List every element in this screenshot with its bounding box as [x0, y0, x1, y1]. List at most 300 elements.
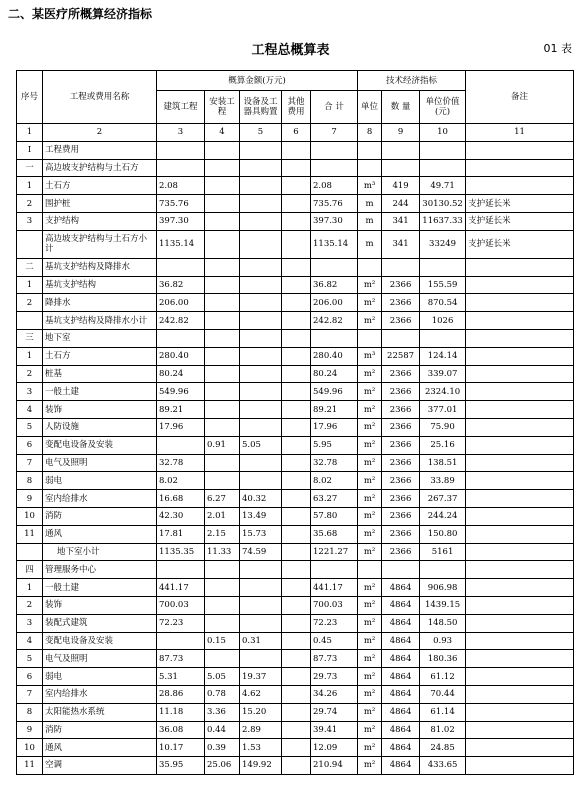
cell-unit-price: 267.37: [420, 490, 466, 508]
cell-unit-price: 906.98: [420, 579, 466, 597]
cell-total: 36.82: [311, 276, 358, 294]
cell-other: [282, 230, 311, 258]
cell-total: 549.96: [311, 383, 358, 401]
cell-seq: 9: [17, 721, 43, 739]
cell-unit: [358, 329, 382, 347]
cell-qty: 2366: [382, 507, 420, 525]
cell-equipment: [240, 195, 282, 213]
cell-unit-price: 124.14: [420, 347, 466, 365]
cell-total: 29.73: [311, 668, 358, 686]
cell-equipment: [240, 596, 282, 614]
cell-other: [282, 490, 311, 508]
cell-other: [282, 212, 311, 230]
cell-other: [282, 418, 311, 436]
table-row: [17, 365, 574, 383]
cell-name: 人防设施: [43, 418, 157, 436]
cell-install: [205, 258, 240, 276]
cell-building: 735.76: [157, 195, 205, 213]
cell-remark: [466, 507, 574, 525]
cell-unit: m²: [358, 365, 382, 383]
cell-install: [205, 230, 240, 258]
cell-building: [157, 141, 205, 159]
table-row: [17, 579, 574, 597]
cell-unit: [358, 258, 382, 276]
column-number: 2: [43, 124, 157, 142]
header-name: 工程或费用名称: [43, 71, 157, 124]
cell-total: 12.09: [311, 739, 358, 757]
cell-unit-price: 155.59: [420, 276, 466, 294]
column-number: 7: [311, 124, 358, 142]
cell-unit-price: 33.89: [420, 472, 466, 490]
cell-equipment: [240, 312, 282, 330]
cell-qty: 2366: [382, 401, 420, 419]
cell-building: 549.96: [157, 383, 205, 401]
cell-qty: 4864: [382, 668, 420, 686]
table-row: [17, 212, 574, 230]
cell-unit: m²: [358, 418, 382, 436]
cell-building: 441.17: [157, 579, 205, 597]
cell-total: 2.08: [311, 177, 358, 195]
cell-remark: [466, 401, 574, 419]
cell-total: 72.23: [311, 614, 358, 632]
table-row: [17, 418, 574, 436]
cell-unit-price: 11637.33: [420, 212, 466, 230]
cell-total: 8.02: [311, 472, 358, 490]
cell-qty: 2366: [382, 436, 420, 454]
cell-building: 28.86: [157, 685, 205, 703]
table-row: [17, 141, 574, 159]
table-row: [17, 757, 574, 775]
cell-other: [282, 472, 311, 490]
cell-remark: [466, 703, 574, 721]
cell-install: 0.15: [205, 632, 240, 650]
cell-name: 电气及照明: [43, 454, 157, 472]
cell-other: [282, 312, 311, 330]
cell-equipment: [240, 258, 282, 276]
cell-install: [205, 561, 240, 579]
cell-install: [205, 159, 240, 177]
cell-seq: [17, 230, 43, 258]
cell-building: 206.00: [157, 294, 205, 312]
cell-equipment: [240, 212, 282, 230]
cell-qty: 2366: [382, 294, 420, 312]
cell-remark: [466, 347, 574, 365]
cell-install: 0.39: [205, 739, 240, 757]
cell-seq: 一: [17, 159, 43, 177]
cell-building: [157, 159, 205, 177]
cell-name: 一般土建: [43, 579, 157, 597]
table-number: 01 表: [543, 42, 572, 55]
cell-name: 地下室小计: [43, 543, 157, 561]
cell-equipment: [240, 159, 282, 177]
cell-remark: [466, 490, 574, 508]
cell-other: [282, 159, 311, 177]
cell-total: 280.40: [311, 347, 358, 365]
cell-unit-price: 75.90: [420, 418, 466, 436]
cell-name: 弱电: [43, 668, 157, 686]
cell-unit-price: 433.65: [420, 757, 466, 775]
cell-qty: [382, 329, 420, 347]
cell-seq: 1: [17, 276, 43, 294]
cell-building: 1135.35: [157, 543, 205, 561]
cell-install: [205, 596, 240, 614]
cell-seq: 7: [17, 454, 43, 472]
cell-unit: m²: [358, 276, 382, 294]
cell-name: 消防: [43, 721, 157, 739]
cell-unit: m²: [358, 472, 382, 490]
cell-total: 700.03: [311, 596, 358, 614]
cell-name: 装配式建筑: [43, 614, 157, 632]
cell-unit-price: 870.54: [420, 294, 466, 312]
cell-unit: m²: [358, 525, 382, 543]
cell-other: [282, 454, 311, 472]
cell-equipment: [240, 418, 282, 436]
cell-seq: 6: [17, 668, 43, 686]
table-row: [17, 596, 574, 614]
table-row: [17, 347, 574, 365]
cell-name: 地下室: [43, 329, 157, 347]
cell-equipment: 5.05: [240, 436, 282, 454]
cell-total: 32.78: [311, 454, 358, 472]
cell-name: 降排水: [43, 294, 157, 312]
cell-unit: m²: [358, 401, 382, 419]
cell-remark: 支护延长米: [466, 230, 574, 258]
cell-building: 2.08: [157, 177, 205, 195]
cell-other: [282, 347, 311, 365]
cell-building: 280.40: [157, 347, 205, 365]
cell-equipment: [240, 294, 282, 312]
cell-building: 1135.14: [157, 230, 205, 258]
cell-equipment: [240, 141, 282, 159]
cell-unit: m²: [358, 596, 382, 614]
cell-remark: [466, 472, 574, 490]
cell-remark: [466, 596, 574, 614]
cell-other: [282, 632, 311, 650]
table-row: [17, 177, 574, 195]
cell-other: [282, 757, 311, 775]
cell-unit-price: 49.71: [420, 177, 466, 195]
table-row: [17, 472, 574, 490]
cell-unit-price: 81.02: [420, 721, 466, 739]
cell-total: 39.41: [311, 721, 358, 739]
cell-unit-price: 0.93: [420, 632, 466, 650]
cell-unit-price: 33249: [420, 230, 466, 258]
cell-install: 0.91: [205, 436, 240, 454]
cell-total: 87.73: [311, 650, 358, 668]
cell-unit: m²: [358, 739, 382, 757]
cell-building: [157, 258, 205, 276]
cell-qty: 4864: [382, 703, 420, 721]
column-number: 4: [205, 124, 240, 142]
cell-name: 弱电: [43, 472, 157, 490]
cell-unit: m²: [358, 579, 382, 597]
cell-equipment: 0.31: [240, 632, 282, 650]
cell-install: 3.36: [205, 703, 240, 721]
cell-name: 室内给排水: [43, 685, 157, 703]
cell-name: 桩基: [43, 365, 157, 383]
section-title: 二、某医疗所概算经济指标: [8, 7, 153, 21]
cell-unit-price: [420, 159, 466, 177]
cell-unit: m²: [358, 436, 382, 454]
cell-install: 5.05: [205, 668, 240, 686]
cell-other: [282, 561, 311, 579]
cell-install: [205, 347, 240, 365]
column-number: 1: [17, 124, 43, 142]
table-row: [17, 401, 574, 419]
table-row: [17, 294, 574, 312]
cell-unit-price: 138.51: [420, 454, 466, 472]
cell-name: 室内给排水: [43, 490, 157, 508]
cell-other: [282, 177, 311, 195]
cell-remark: [466, 685, 574, 703]
cell-remark: [466, 757, 574, 775]
cell-name: 太阳能热水系统: [43, 703, 157, 721]
cell-remark: [466, 258, 574, 276]
cell-install: 11.33: [205, 543, 240, 561]
cell-total: 206.00: [311, 294, 358, 312]
cell-qty: 2366: [382, 383, 420, 401]
cell-unit: m²: [358, 632, 382, 650]
cell-qty: 22587: [382, 347, 420, 365]
cell-install: [205, 579, 240, 597]
cell-unit-price: 24.85: [420, 739, 466, 757]
cell-unit: m: [358, 195, 382, 213]
cell-remark: [466, 177, 574, 195]
cell-name: 通风: [43, 525, 157, 543]
cell-name: 土石方: [43, 177, 157, 195]
cell-unit-price: 150.80: [420, 525, 466, 543]
cell-total: 5.95: [311, 436, 358, 454]
cell-total: 29.74: [311, 703, 358, 721]
cell-qty: [382, 141, 420, 159]
cell-other: [282, 721, 311, 739]
cell-install: [205, 177, 240, 195]
column-number: 6: [282, 124, 311, 142]
cell-remark: [466, 276, 574, 294]
cell-install: [205, 650, 240, 668]
cell-unit-price: 61.12: [420, 668, 466, 686]
cell-name: 土石方: [43, 347, 157, 365]
table-row: [17, 721, 574, 739]
cell-other: [282, 739, 311, 757]
cell-seq: 9: [17, 490, 43, 508]
cell-name: 基坑支护结构: [43, 276, 157, 294]
cell-remark: [466, 561, 574, 579]
cell-seq: 2: [17, 365, 43, 383]
cell-qty: [382, 159, 420, 177]
cell-other: [282, 329, 311, 347]
cell-other: [282, 365, 311, 383]
cell-seq: 2: [17, 294, 43, 312]
cell-building: 16.68: [157, 490, 205, 508]
cell-seq: 5: [17, 418, 43, 436]
cell-qty: 2366: [382, 418, 420, 436]
cell-other: [282, 703, 311, 721]
cell-equipment: [240, 561, 282, 579]
cell-equipment: [240, 383, 282, 401]
cell-remark: [466, 668, 574, 686]
cell-unit-price: 148.50: [420, 614, 466, 632]
cell-equipment: [240, 579, 282, 597]
cell-name: 装饰: [43, 596, 157, 614]
cell-total: 89.21: [311, 401, 358, 419]
table-row: [17, 230, 574, 258]
cell-equipment: 4.62: [240, 685, 282, 703]
cell-name: 空调: [43, 757, 157, 775]
cell-qty: 2366: [382, 454, 420, 472]
cell-other: [282, 195, 311, 213]
cell-unit: m²: [358, 312, 382, 330]
cell-total: 1135.14: [311, 230, 358, 258]
table-row: [17, 632, 574, 650]
cell-seq: 11: [17, 757, 43, 775]
cell-qty: 4864: [382, 739, 420, 757]
cell-equipment: [240, 614, 282, 632]
cell-seq: 4: [17, 401, 43, 419]
table-row: [17, 383, 574, 401]
cell-unit: m²: [358, 721, 382, 739]
cell-other: [282, 579, 311, 597]
cell-remark: 支护延长米: [466, 195, 574, 213]
cell-install: [205, 401, 240, 419]
cell-unit: m²: [358, 685, 382, 703]
cell-seq: 3: [17, 212, 43, 230]
cell-qty: 4864: [382, 596, 420, 614]
header-amount-group: 概算金额(万元): [157, 71, 358, 91]
cell-building: 87.73: [157, 650, 205, 668]
column-number: 9: [382, 124, 420, 142]
cell-other: [282, 525, 311, 543]
cell-equipment: 2.89: [240, 721, 282, 739]
cell-total: 63.27: [311, 490, 358, 508]
table-row: [17, 668, 574, 686]
cell-install: [205, 195, 240, 213]
cell-qty: 4864: [382, 685, 420, 703]
cell-unit: m²: [358, 294, 382, 312]
cell-other: [282, 596, 311, 614]
cell-building: 8.02: [157, 472, 205, 490]
cell-unit-price: 5161: [420, 543, 466, 561]
cell-seq: 8: [17, 703, 43, 721]
cell-remark: [466, 579, 574, 597]
cell-remark: [466, 632, 574, 650]
cell-unit: m: [358, 212, 382, 230]
cell-remark: [466, 614, 574, 632]
cell-seq: 二: [17, 258, 43, 276]
header-unit: 单位: [358, 91, 382, 124]
cell-unit: m²: [358, 650, 382, 668]
cell-remark: [466, 365, 574, 383]
cell-total: 35.68: [311, 525, 358, 543]
cell-qty: 341: [382, 230, 420, 258]
cell-qty: 4864: [382, 614, 420, 632]
cell-building: 17.96: [157, 418, 205, 436]
cell-building: 36.08: [157, 721, 205, 739]
cell-install: [205, 472, 240, 490]
cell-name: 基坑支护结构及降排水小计: [43, 312, 157, 330]
cell-building: 35.95: [157, 757, 205, 775]
cell-name: 变配电设备及安装: [43, 632, 157, 650]
cell-unit-price: 25.16: [420, 436, 466, 454]
cell-equipment: [240, 177, 282, 195]
cell-install: [205, 383, 240, 401]
cell-total: [311, 329, 358, 347]
cell-install: [205, 329, 240, 347]
cell-qty: [382, 561, 420, 579]
cell-building: 72.23: [157, 614, 205, 632]
table-row: [17, 329, 574, 347]
cell-name: 高边坡支护结构与土石方: [43, 159, 157, 177]
cell-total: 80.24: [311, 365, 358, 383]
cell-unit-price: [420, 329, 466, 347]
cell-remark: [466, 418, 574, 436]
cell-qty: 2366: [382, 276, 420, 294]
cell-unit: m: [358, 230, 382, 258]
cell-seq: 6: [17, 436, 43, 454]
cell-remark: [466, 650, 574, 668]
cell-equipment: 149.92: [240, 757, 282, 775]
cell-name: 一般土建: [43, 383, 157, 401]
cell-seq: 1: [17, 347, 43, 365]
cell-building: 42.30: [157, 507, 205, 525]
cell-install: 2.01: [205, 507, 240, 525]
cell-install: 2.15: [205, 525, 240, 543]
cell-remark: [466, 543, 574, 561]
header-unit-price: 单位价值(元): [420, 91, 466, 124]
cell-equipment: [240, 347, 282, 365]
cell-qty: 2366: [382, 525, 420, 543]
cell-other: [282, 276, 311, 294]
cell-building: [157, 436, 205, 454]
cell-qty: 4864: [382, 579, 420, 597]
cell-unit-price: 30130.52: [420, 195, 466, 213]
cell-equipment: [240, 329, 282, 347]
cell-equipment: 13.49: [240, 507, 282, 525]
cell-unit-price: 2324.10: [420, 383, 466, 401]
cell-building: 242.82: [157, 312, 205, 330]
cell-seq: 2: [17, 195, 43, 213]
table-row: [17, 543, 574, 561]
cell-name: 管理服务中心: [43, 561, 157, 579]
cell-other: [282, 258, 311, 276]
cell-seq: 7: [17, 685, 43, 703]
table-row: [17, 685, 574, 703]
cell-unit-price: 61.14: [420, 703, 466, 721]
cell-unit-price: [420, 258, 466, 276]
cell-install: [205, 418, 240, 436]
cell-qty: 2366: [382, 490, 420, 508]
cell-remark: [466, 383, 574, 401]
cell-install: [205, 312, 240, 330]
cell-install: [205, 212, 240, 230]
cell-seq: [17, 312, 43, 330]
cell-equipment: 1.53: [240, 739, 282, 757]
cell-building: 11.18: [157, 703, 205, 721]
cell-total: 1221.27: [311, 543, 358, 561]
column-number: 10: [420, 124, 466, 142]
cell-unit: m²: [358, 757, 382, 775]
column-number-row: [17, 124, 574, 142]
cell-equipment: [240, 365, 282, 383]
cell-building: 89.21: [157, 401, 205, 419]
cell-install: [205, 141, 240, 159]
cell-seq: [17, 543, 43, 561]
cell-total: 441.17: [311, 579, 358, 597]
cell-seq: 8: [17, 472, 43, 490]
cell-other: [282, 383, 311, 401]
cell-equipment: 19.37: [240, 668, 282, 686]
cell-qty: 2366: [382, 472, 420, 490]
